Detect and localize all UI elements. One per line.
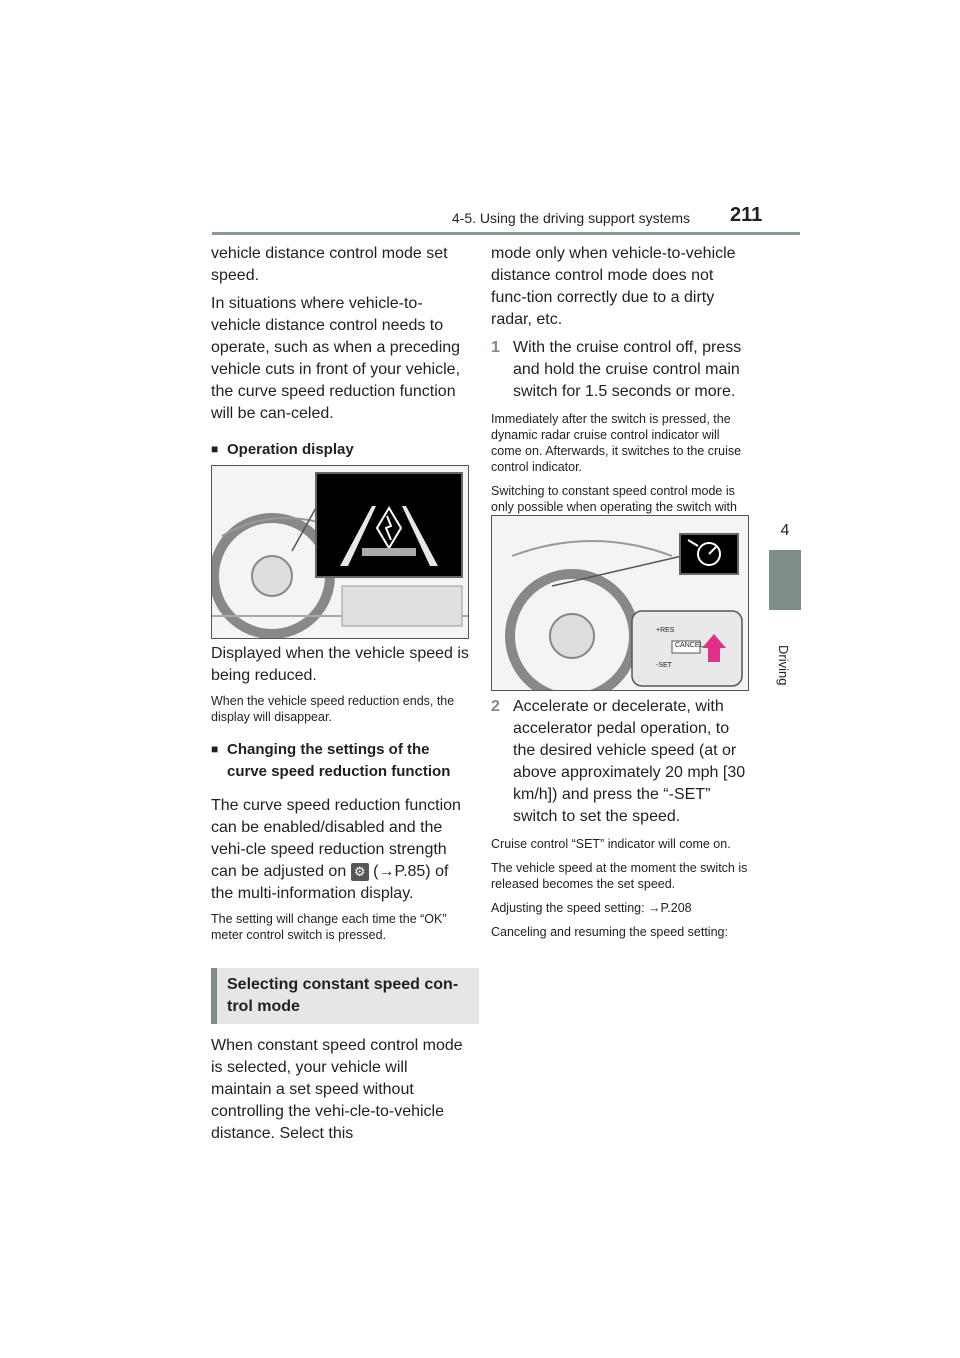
step-2: 2 Accelerate or decelerate, with accelerator pedal operation, to the desired vehicle speed (at or above approximately 20 mph [30 km/h]) and press the “-SET” switch to set the speed.: [491, 698, 746, 825]
gear-icon: ⚙: [351, 863, 369, 881]
page-number: 211: [730, 204, 763, 226]
section-title: Selecting constant speed con-trol mode: [211, 968, 479, 1024]
chapter-label: Driving: [776, 645, 791, 686]
cruise-switch-figure: [491, 515, 749, 691]
paragraph: vehicle distance control mode set speed.: [211, 245, 448, 284]
note: Immediately after the switch is pressed, the dynamic radar cruise control indicator will come on. Afterwards, it switches to the cruise control indicator.: [491, 412, 742, 474]
res-label: +RES: [656, 627, 675, 634]
paragraph: In situations where vehicle-to-vehicle distance control needs to operate, such as when a preceding vehicle cuts in front of your vehicle, the curve speed reduction function will be can-celed.: [211, 295, 461, 422]
subheading: ■ Operation display: [211, 439, 469, 461]
note: When the vehicle speed reduction ends, the display will disappear.: [211, 694, 455, 724]
paragraph: When constant speed control mode is selected, your vehicle will maintain a set speed without controlling the vehi-cle-to-vehicle distance. Select this: [211, 1037, 463, 1142]
figure-caption: Displayed when the vehicle speed is being reduced.: [211, 645, 469, 684]
step-1: 1 With the cruise control off, press and hold the cruise control main switch for 1.5 seconds or more.: [491, 339, 742, 400]
right-column-continued: [491, 694, 749, 948]
right-column: [491, 243, 749, 539]
left-column-bottom: [211, 1035, 469, 1151]
cancel-label: CANCEL: [675, 642, 704, 649]
note: Switching to constant speed control mode is only possible when operating the switch with: [491, 484, 737, 514]
note: The vehicle speed at the moment the switch is released becomes the set speed.: [491, 861, 748, 891]
section-header: 4-5. Using the driving support systems: [451, 210, 690, 226]
note: Canceling and resuming the speed setting:: [491, 925, 728, 939]
operation-display-figure: [211, 465, 469, 639]
paragraph: mode only when vehicle-to-vehicle distance control mode does not func-tion correctly due to a dirty radar, etc.: [491, 245, 736, 328]
note: The setting will change each time the “OK” meter control switch is pressed.: [211, 912, 447, 942]
left-column-continued: [211, 643, 469, 951]
header-rule: [212, 232, 800, 235]
left-column: [211, 243, 469, 473]
note: Adjusting the speed setting: →P.208: [491, 901, 692, 915]
square-bullet-icon: ■: [211, 442, 219, 456]
set-label: -SET: [656, 662, 672, 669]
chapter-tab: [769, 550, 801, 610]
paragraph: The curve speed reduction function can be enabled/disabled and the vehi-cle speed reduction strength can be adjusted on ⚙ (→P.85) of the multi-information display.: [211, 797, 461, 902]
subheading: ■ Changing the settings of the curve speed reduction function: [211, 739, 469, 783]
square-bullet-icon: ■: [211, 742, 219, 756]
note: Cruise control “SET” indicator will come on.: [491, 837, 731, 851]
chapter-number: 4: [780, 522, 790, 539]
